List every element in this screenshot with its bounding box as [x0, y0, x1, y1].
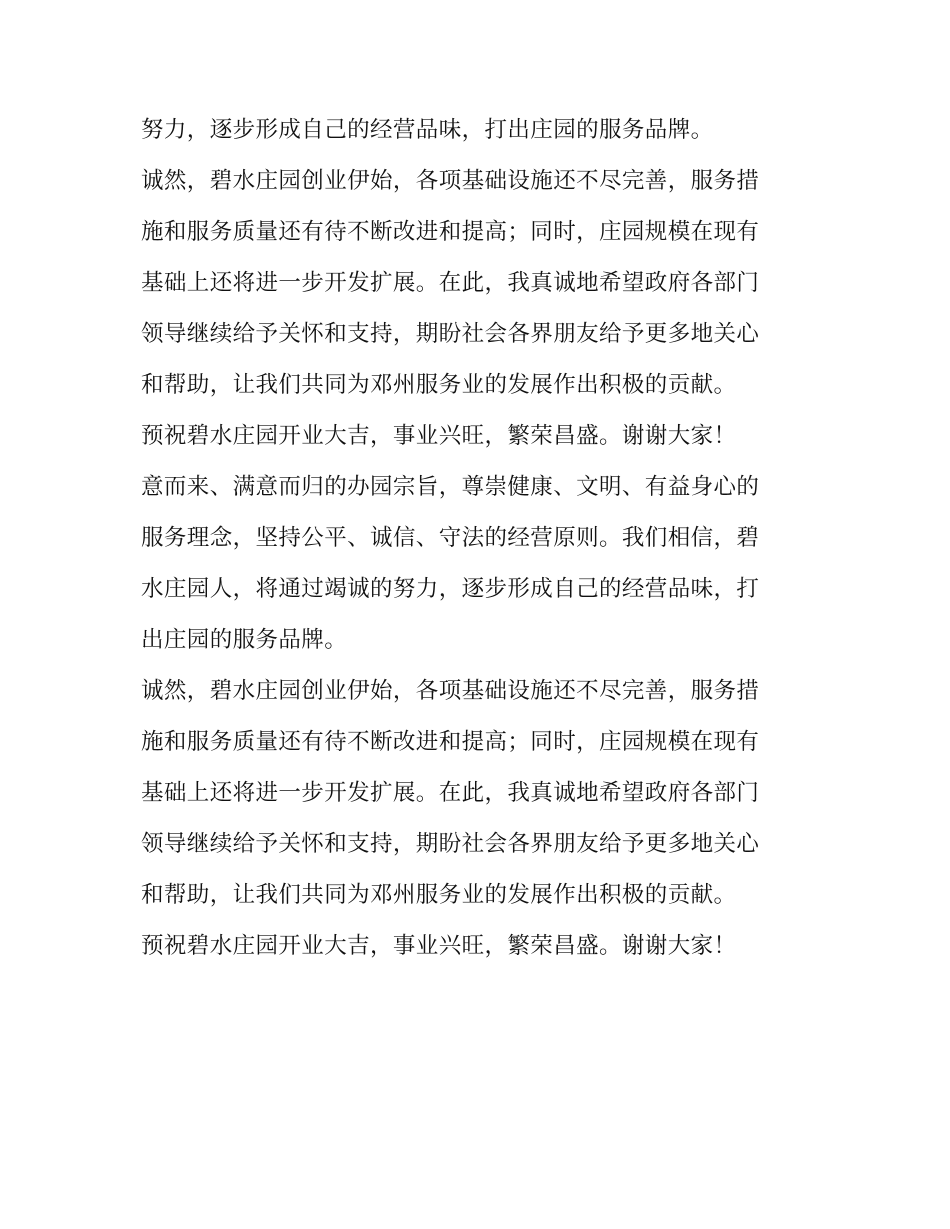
text-line: 水庄园人，将通过竭诚的努力，逐步形成自己的经营品味，打 — [141, 576, 760, 602]
text-line: 基础上还将进一步开发扩展。在此，我真诚地希望政府各部门 — [141, 270, 760, 296]
text-line: 服务理念，坚持公平、诚信、守法的经营原则。我们相信，碧 — [141, 525, 760, 551]
text-line: 预祝碧水庄园开业大吉，事业兴旺，繁荣昌盛。谢谢大家！ — [141, 933, 737, 959]
text-line: 出庄园的服务品牌。 — [141, 627, 348, 653]
text-line: 诚然，碧水庄园创业伊始，各项基础设施还不尽完善，服务措 — [141, 168, 760, 194]
text-line: 诚然，碧水庄园创业伊始，各项基础设施还不尽完善，服务措 — [141, 678, 760, 704]
text-line: 施和服务质量还有待不断改进和提高；同时，庄园规模在现有 — [141, 219, 760, 245]
document-body — [141, 105, 821, 972]
text-line: 领导继续给予关怀和支持，期盼社会各界朋友给予更多地关心 — [141, 831, 760, 857]
text-line: 意而来、满意而归的办园宗旨，尊崇健康、文明、有益身心的 — [141, 474, 760, 500]
text-line: 和帮助，让我们共同为邓州服务业的发展作出积极的贡献。 — [141, 372, 737, 398]
text-line: 和帮助，让我们共同为邓州服务业的发展作出积极的贡献。 — [141, 882, 737, 908]
text-line: 努力，逐步形成自己的经营品味，打出庄园的服务品牌。 — [141, 117, 714, 143]
text-line: 施和服务质量还有待不断改进和提高；同时，庄园规模在现有 — [141, 729, 760, 755]
text-line: 预祝碧水庄园开业大吉，事业兴旺，繁荣昌盛。谢谢大家！ — [141, 423, 737, 449]
text-line: 领导继续给予关怀和支持，期盼社会各界朋友给予更多地关心 — [141, 321, 760, 347]
text-line: 基础上还将进一步开发扩展。在此，我真诚地希望政府各部门 — [141, 780, 760, 806]
